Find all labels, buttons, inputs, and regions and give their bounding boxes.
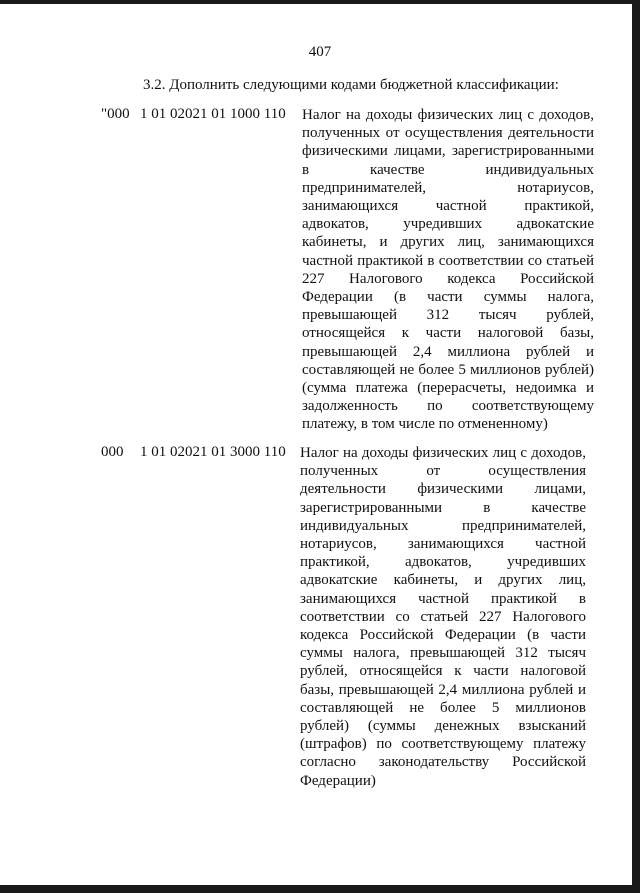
entry-prefix: 000	[101, 444, 124, 460]
entry-description: Налог на доходы физических лиц с доходов, полученных от осуществления деятельности физическими лицами, зарегистрированными в качестве индивидуальных предпринимателей, нотариусов, занимающихся частной практикой, адвокатов, учредивших адвокатские кабинеты, и других лиц, занимающихся частной практикой в соответствии со статьей 227 Налогового кодекса Российской Федерации (в части суммы налога, превышающей 312 тысяч рублей, относящейся к части налоговой базы, превышающей 2,4 миллиона рублей и составляющей не более 5 миллионов рублей) (суммы денежных взысканий (штрафов) по соответствующему платежу согласно законодательству Российской Федерации)	[300, 445, 586, 789]
entry-prefix: "000	[101, 106, 130, 122]
scan-border-top	[0, 0, 640, 4]
scan-border-right	[632, 0, 640, 893]
entry-description: Налог на доходы физических лиц с доходов, полученных от осуществления деятельности физическими лицами, зарегистрированными в качестве индивидуальных предпринимателей, нотариусов, занимающихся частной практикой, адвокатов, учредивших адвокатские кабинеты, и других лиц, занимающихся частной практикой в соответствии со статьей 227 Налогового кодекса Российской Федерации (в части суммы налога, превышающей 312 тысяч рублей, относящейся к части налоговой базы, превышающей 2,4 миллиона рублей и составляющей не более 5 миллионов рублей) (сумма платежа (перерасчеты, недоимка и задолженность по соответствующему платежу, в том числе по отмененному)	[302, 107, 594, 433]
section-intro: 3.2. Дополнить следующими кодами бюджетной классификации:	[143, 77, 559, 93]
budget-classification-code: 1 01 02021 01 3000 110	[140, 444, 286, 460]
page-number: 407	[308, 44, 332, 60]
scan-border-bottom	[0, 885, 640, 893]
budget-classification-code: 1 01 02021 01 1000 110	[140, 106, 286, 122]
